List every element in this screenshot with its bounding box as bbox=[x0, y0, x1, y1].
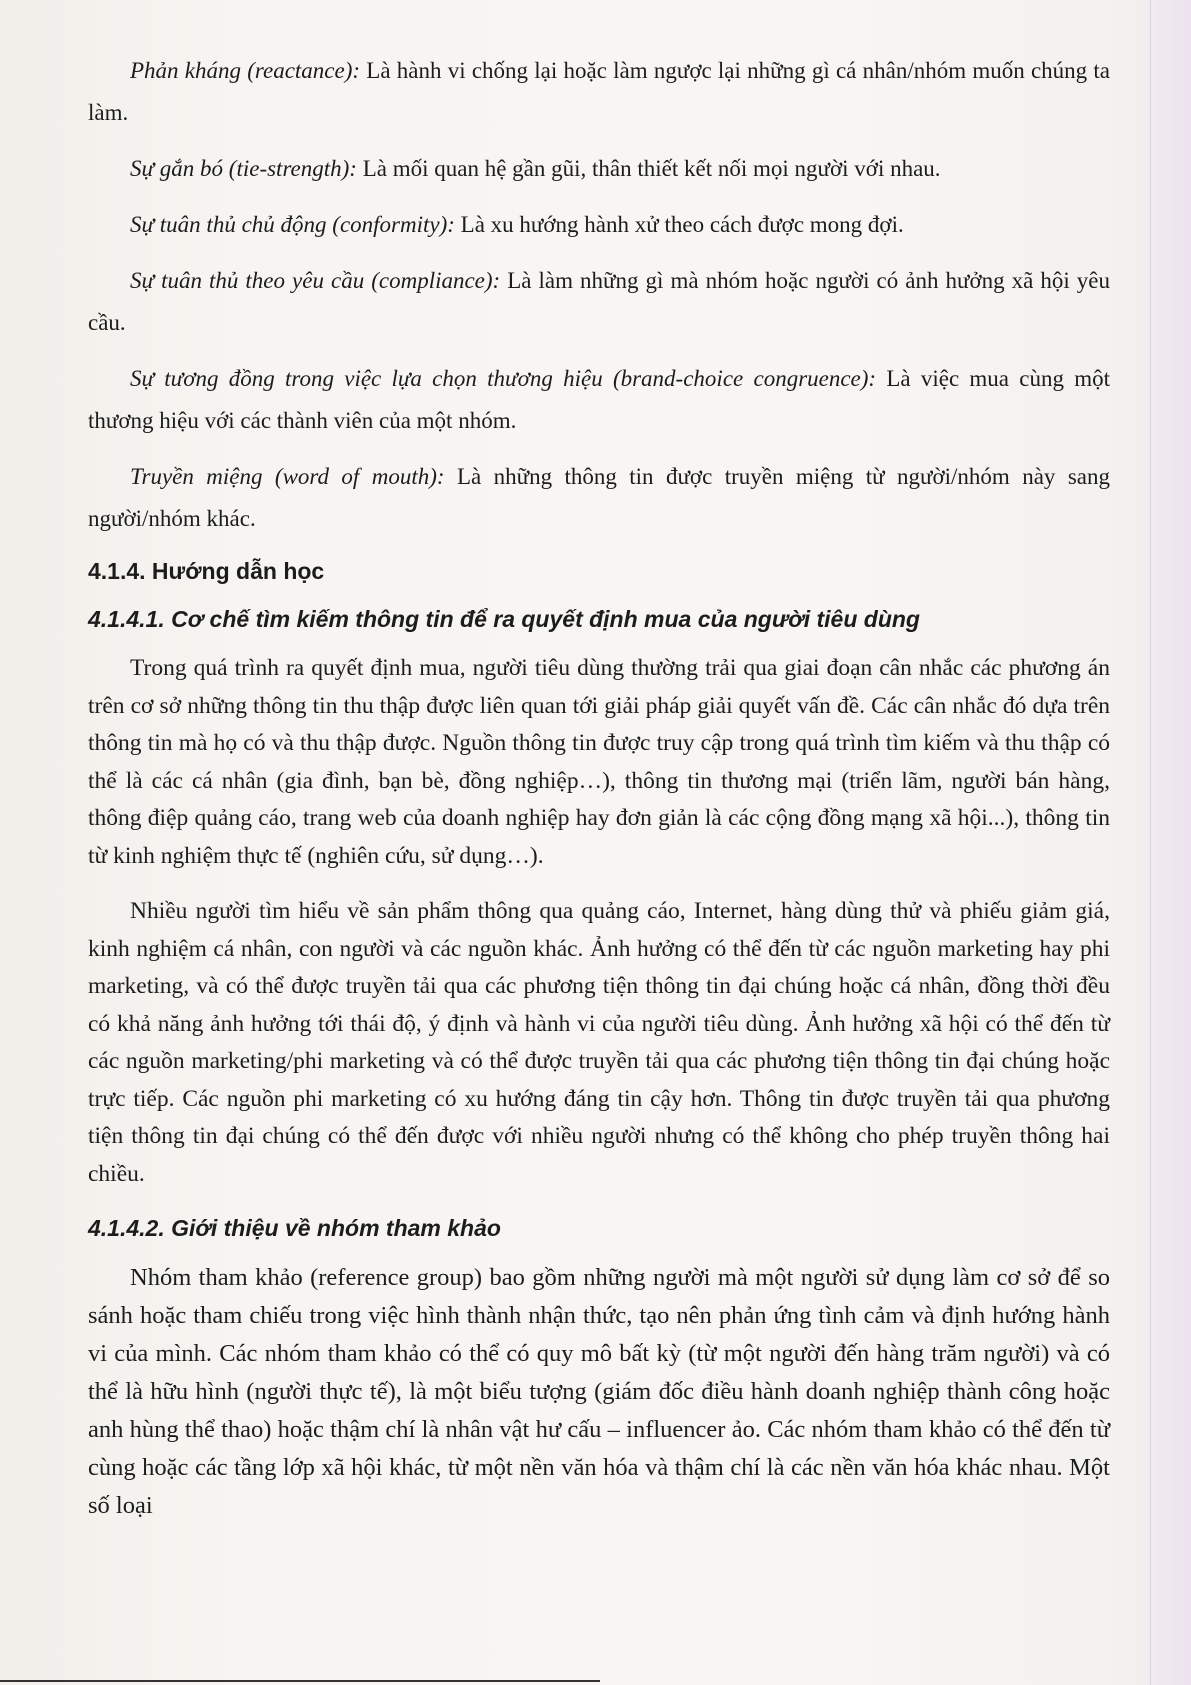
footer-rule bbox=[0, 1680, 600, 1682]
definition-brand-choice-congruence bbox=[88, 358, 1110, 442]
definition-term: Sự gắn bó (tie-strength): bbox=[130, 156, 357, 181]
definition-term: Sự tương đồng trong việc lựa chọn thương hiệu (brand-choice congruence): bbox=[130, 366, 877, 391]
definition-term: Sự tuân thủ theo yêu cầu (compliance): bbox=[130, 268, 501, 293]
definition-tie-strength bbox=[88, 148, 1110, 190]
page-edge-line bbox=[1150, 0, 1151, 1685]
paragraph: Nhiều người tìm hiểu về sản phẩm thông qua quảng cáo, Internet, hàng dùng thử và phiếu giảm giá, kinh nghiệm cá nhân, con người và các nguồn khác. Ảnh hưởng có thể đến từ các nguồn marketing hay phi marketing, và có thể được truyền tải qua các phương tiện thông tin đại chúng hoặc cá nhân, đồng thời đều có khả năng ảnh hưởng tới thái độ, ý định và hành vi của người tiêu dùng. Ảnh hưởng xã hội có thể đến từ các nguồn marketing/phi marketing và có thể được truyền tải qua các phương tiện thông tin đại chúng hoặc trực tiếp. Các nguồn phi marketing có xu hướng đáng tin cậy hơn. Thông tin được truyền tải qua phương tiện thông tin đại chúng có thể đến được với nhiều người nhưng có thể không cho phép truyền thông hai chiều. bbox=[88, 898, 1110, 1187]
definition-term: Phản kháng (reactance): bbox=[130, 58, 361, 83]
definition-term: Sự tuân thủ chủ động (conformity): bbox=[130, 212, 455, 237]
section-heading: 4.1.4. Hướng dẫn học bbox=[88, 558, 325, 584]
definition-term: Truyền miệng (word of mouth): bbox=[130, 464, 445, 489]
document-body bbox=[88, 50, 1110, 1543]
definition-compliance bbox=[88, 260, 1110, 344]
subsection-heading-reference-group: 4.1.4.2. Giới thiệu về nhóm tham khảo bbox=[88, 1215, 501, 1241]
definition-word-of-mouth bbox=[88, 456, 1110, 540]
definition-text: Là hành vi chống lại hoặc làm ngược lại những gì cá nhân/nhóm muốn chúng ta làm. bbox=[88, 58, 1110, 125]
definition-text: Là những thông tin được truyền miệng từ người/nhóm này sang người/nhóm khác. bbox=[88, 464, 1110, 531]
definition-conformity bbox=[88, 204, 1110, 246]
definition-text: Là làm những gì mà nhóm hoặc người có ảnh hưởng xã hội yêu cầu. bbox=[88, 268, 1110, 335]
paragraph: Trong quá trình ra quyết định mua, người tiêu dùng thường trải qua giai đoạn cân nhắc các phương án trên cơ sở những thông tin thu thập được liên quan tới giải pháp giải quyết vấn đề. Các cân nhắc đó dựa trên thông tin mà họ có và thu thập được. Nguồn thông tin được truy cập trong quá trình tìm kiếm và thu thập có thể là các cá nhân (gia đình, bạn bè, đồng nghiệp…), thông tin thương mại (triển lãm, người bán hàng, thông điệp quảng cáo, trang web của doanh nghiệp hay đơn giản là các cộng đồng mạng xã hội...), thông tin từ kinh nghiệm thực tế (nghiên cứu, sử dụng…). bbox=[88, 655, 1110, 869]
definition-text: Là việc mua cùng một thương hiệu với các thành viên của một nhóm. bbox=[88, 366, 1110, 433]
definition-text: Là mối quan hệ gần gũi, thân thiết kết nối mọi người với nhau. bbox=[356, 156, 941, 181]
page-edge-shadow bbox=[1133, 0, 1191, 1685]
paragraph: Nhóm tham khảo (reference group) bao gồm những người mà một người sử dụng làm cơ sở để so sánh hoặc tham chiếu trong việc hình thành nhận thức, tạo nên phản ứng tình cảm và định hướng hành vi của mình. Các nhóm tham khảo có thể có quy mô bất kỳ (từ một người đến hàng trăm người) và có thể là hữu hình (người thực tế), là một biểu tượng (giám đốc điều hành doanh nghiệp thành công hoặc anh hùng thể thao) hoặc thậm chí là nhân vật hư cấu – influencer ảo. Các nhóm tham khảo có thể đến từ cùng hoặc các tầng lớp xã hội khác, từ một nền văn hóa và thậm chí là các nền văn hóa khác nhau. Một số loại bbox=[88, 1264, 1110, 1519]
subsection-heading-information-search: 4.1.4.1. Cơ chế tìm kiếm thông tin để ra quyết định mua của người tiêu dùng bbox=[88, 606, 920, 632]
definition-reactance bbox=[88, 50, 1110, 134]
definition-text: Là xu hướng hành xử theo cách được mong đợi. bbox=[454, 212, 904, 237]
